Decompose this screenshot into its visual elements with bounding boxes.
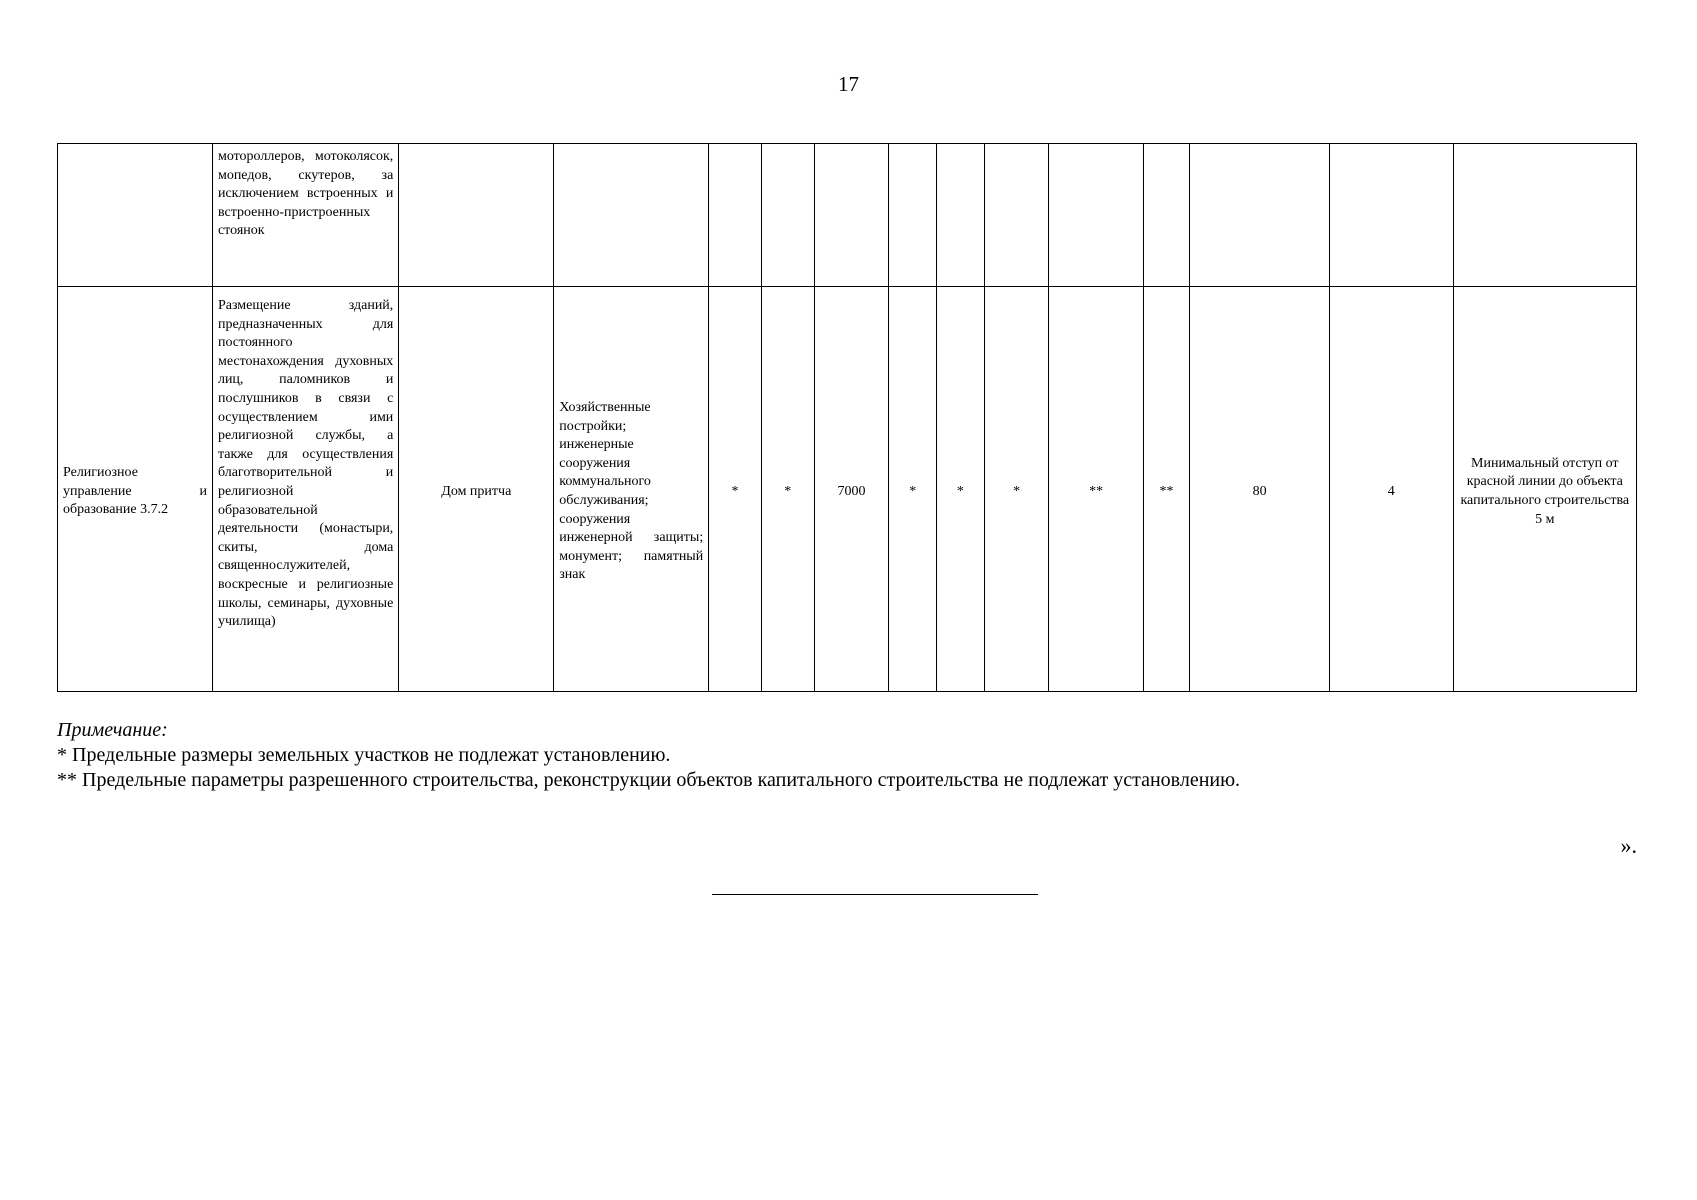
table-cell xyxy=(709,144,762,287)
table-cell xyxy=(1049,144,1143,287)
table-cell: 80 xyxy=(1190,287,1330,692)
table-cell: * xyxy=(761,287,814,692)
table-cell xyxy=(58,144,213,287)
table-cell: * xyxy=(937,287,985,692)
regulations-table xyxy=(57,143,1637,692)
table-row xyxy=(58,144,1637,287)
table-cell xyxy=(761,144,814,287)
table-cell xyxy=(1453,144,1636,287)
table-cell: 4 xyxy=(1330,287,1454,692)
page-number: 17 xyxy=(838,72,859,96)
land-use-type-cell: Религиозное управление и образование 3.7.2 xyxy=(58,287,213,692)
table-row xyxy=(58,287,1637,692)
table-cell: ** xyxy=(1049,287,1143,692)
table-cell xyxy=(814,144,889,287)
table-cell xyxy=(554,144,709,287)
table-cell: ** xyxy=(1143,287,1190,692)
table-cell xyxy=(1190,144,1330,287)
description-cell: Размещение зданий, предназначенных для постоянного местонахождения духовных лиц, паломников и послушников в связи с осуществлением ими религиозной службы, а также для осуществления благотворительной и религиозной образовательной деятельности (монастыри, скиты, дома священнослужителей, воскресные и религиозные школы, семинары, духовные училища) xyxy=(212,287,398,692)
table-cell: 7000 xyxy=(814,287,889,692)
table-cell xyxy=(937,144,985,287)
notes-title: Примечание: xyxy=(57,719,168,741)
table-cell xyxy=(399,144,554,287)
note-line: * Предельные размеры земельных участков не подлежат установлению. xyxy=(57,744,671,766)
table-cell xyxy=(984,144,1049,287)
table-cell: * xyxy=(709,287,762,692)
table-cell xyxy=(1330,144,1454,287)
table-cell: мотороллеров, мотоколясок, мопедов, скутеров, за исключением встроенных и встроенно-пристроенных стоянок xyxy=(212,144,398,287)
main-use-cell: Дом притча xyxy=(399,287,554,692)
notes-section xyxy=(57,718,1637,793)
auxiliary-use-cell: Хозяйственные постройки; инженерные сооружения коммунального обслуживания; сооружения инженерной защиты; монумент; памятный знак xyxy=(554,287,709,692)
note-line: ** Предельные параметры разрешенного строительства, реконструкции объектов капитального строительства не подлежат установлению. xyxy=(57,769,1241,791)
table-cell xyxy=(889,144,937,287)
table-cell xyxy=(1143,144,1190,287)
setback-note-cell: Минимальный отступ от красной линии до объекта капитального строительства 5 м xyxy=(1453,287,1636,692)
table-cell: * xyxy=(889,287,937,692)
closing-quote: ». xyxy=(1620,833,1637,858)
table-cell: * xyxy=(984,287,1049,692)
horizontal-rule xyxy=(712,894,1038,895)
